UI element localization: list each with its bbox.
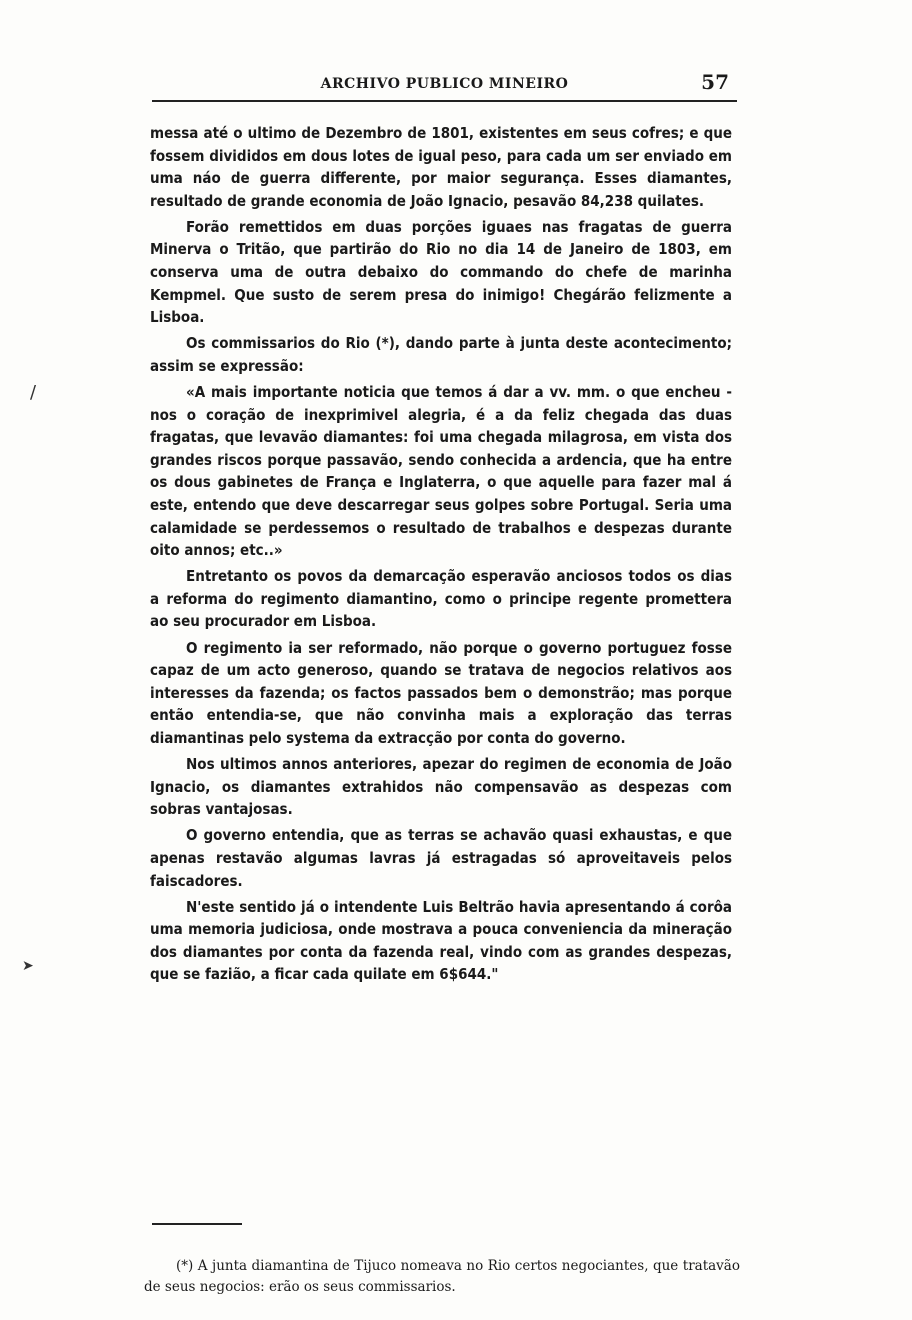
paragraph: Forão remettidos em duas porções iguaes nas fragatas de guerra Minerva o Tritão, que partirão do Rio no dia 14 de Janeiro de 1803, em conserva uma de outra debaixo do commando do chefe de marinha Kempmel. Que susto de serem presa do inimigo! Chegárão felizmente a Lisboa. bbox=[150, 217, 732, 327]
paragraph: N'este sentido já o intendente Luis Beltrão havia apresentando á corôa uma memoria judiciosa, onde mostrava a pouca conveniencia da mineração dos diamantes por conta da fazenda real, vindo com as grandes despezas, que se fazião, a ficar cada quilate em 6$644." bbox=[150, 897, 732, 984]
margin-slash-mark: / bbox=[30, 382, 37, 403]
paragraph: Nos ultimos annos anteriores, apezar do regimen de economia de João Ignacio, os diamantes extrahidos não compensavão as despezas com sobras vantajosas. bbox=[150, 755, 732, 819]
footnote: (*) A junta diamantina de Tijuco nomeava no Rio certos negociantes, que tratavão de seus negocios: erão os seus commissarios. bbox=[144, 1258, 740, 1295]
margin-arrow-mark: ➤ bbox=[22, 958, 34, 974]
paragraph: Entretanto os povos da demarcação esperavão anciosos todos os dias a reforma do regimento diamantino, como o principe regente promettera ao seu procurador em Lisboa. bbox=[150, 567, 732, 631]
header-rule bbox=[152, 100, 737, 102]
quoted-paragraph: «A mais importante noticia que temos á dar a vv. mm. o que encheu -nos o coração de inexprimivel alegria, é a da feliz chegada das duas fragatas, que levavão diamantes: foi uma chegada milagrosa, em vista dos grandes riscos porque passavão, sendo conhecida a ardencia, que ha entre os dous gabinetes de França e Inglaterra, o que aquelle para fazer mal á este, entendo que deve descarregar seus golpes sobre Portugal. Seria uma calamidade se perdessemos o resultado de trabalhos e despezas durante oito annos; etc..» bbox=[150, 383, 732, 560]
paragraph: O governo entendia, que as terras se achavão quasi exhaustas, e que apenas restavão algumas lavras já estragadas só aproveitaveis pelos faiscadores. bbox=[150, 826, 732, 890]
page-number: 57 bbox=[701, 70, 729, 94]
footnote-rule bbox=[152, 1223, 242, 1225]
running-title: ARCHIVO PUBLICO MINEIRO bbox=[320, 76, 569, 92]
paragraph: O regimento ia ser reformado, não porque o governo portuguez fosse capaz de um acto generoso, quando se tratava de negocios relativos aos interesses da fazenda; os factos passados bem o demonstrão; mas porque então entendia-se, que não convinha mais a exploração das terras diamantinas pelo systema da extracção por conta do governo. bbox=[150, 638, 732, 747]
paragraph: Os commissarios do Rio (*), dando parte à junta deste acontecimento; assim se expressão: bbox=[150, 334, 732, 375]
page-header bbox=[152, 70, 737, 104]
body-text bbox=[150, 122, 732, 989]
paragraph: messa até o ultimo de Dezembro de 1801, existentes em seus cofres; e que fossem divididos em dous lotes de igual peso, para cada um ser enviado em uma náo de guerra differente, por maior segurança. Esses diamantes, resultado de grande economia de João Ignacio, pesavão 84,238 quilates. bbox=[150, 124, 732, 210]
